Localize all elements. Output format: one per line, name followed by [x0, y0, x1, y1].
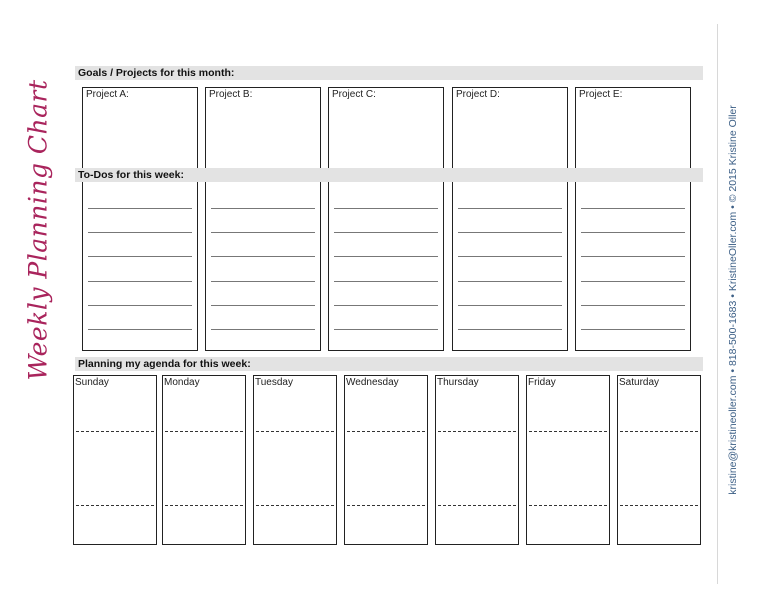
day-divider	[620, 505, 698, 506]
todo-line[interactable]	[581, 256, 685, 257]
todo-line[interactable]	[581, 281, 685, 282]
project-box	[452, 87, 568, 351]
project-label: Project E:	[579, 89, 623, 100]
goals-heading: Goals / Projects for this month:	[75, 66, 703, 80]
day-box	[253, 375, 337, 545]
sidebar-divider	[717, 24, 718, 584]
project-box	[575, 87, 691, 351]
day-box	[344, 375, 428, 545]
project-box	[82, 87, 198, 351]
day-label: Monday	[164, 377, 200, 388]
day-box	[73, 375, 157, 545]
day-divider	[347, 505, 425, 506]
day-box	[435, 375, 519, 545]
project-label: Project A:	[86, 89, 129, 100]
day-divider	[438, 505, 516, 506]
day-label: Friday	[528, 377, 556, 388]
day-divider	[347, 431, 425, 432]
day-box	[617, 375, 701, 545]
todo-line[interactable]	[334, 305, 438, 306]
chart-title: Weekly Planning Chart	[23, 79, 53, 381]
todo-line[interactable]	[458, 256, 562, 257]
day-label: Sunday	[75, 377, 109, 388]
todo-line[interactable]	[581, 208, 685, 209]
day-label: Saturday	[619, 377, 660, 388]
todo-line[interactable]	[211, 305, 315, 306]
todo-line[interactable]	[88, 232, 192, 233]
todo-line[interactable]	[88, 281, 192, 282]
todo-line[interactable]	[581, 305, 685, 306]
project-label: Project D:	[456, 89, 500, 100]
day-divider	[620, 431, 698, 432]
todo-line[interactable]	[334, 232, 438, 233]
day-divider	[256, 431, 334, 432]
todo-line[interactable]	[211, 256, 315, 257]
contact-footer: kristine@kristineoller.com • 818-500-1683 • KristineOller.com • © 2015 Kristine Oller	[727, 105, 739, 495]
project-label: Project C:	[332, 89, 376, 100]
project-label: Project B:	[209, 89, 253, 100]
day-divider	[529, 505, 607, 506]
todo-line[interactable]	[88, 329, 192, 330]
day-label: Wednesday	[346, 377, 399, 388]
todo-line[interactable]	[458, 281, 562, 282]
todo-line[interactable]	[88, 208, 192, 209]
todo-line[interactable]	[334, 281, 438, 282]
todos-heading: To-Dos for this week:	[75, 168, 703, 182]
day-label: Tuesday	[255, 377, 293, 388]
day-divider	[256, 505, 334, 506]
day-divider	[529, 431, 607, 432]
project-box	[205, 87, 321, 351]
day-label: Thursday	[437, 377, 479, 388]
todo-line[interactable]	[458, 232, 562, 233]
todo-line[interactable]	[211, 281, 315, 282]
day-divider	[165, 505, 243, 506]
todo-line[interactable]	[211, 329, 315, 330]
day-box	[162, 375, 246, 545]
todo-line[interactable]	[581, 232, 685, 233]
todo-line[interactable]	[458, 305, 562, 306]
todo-line[interactable]	[211, 232, 315, 233]
todo-line[interactable]	[581, 329, 685, 330]
day-box	[526, 375, 610, 545]
day-divider	[76, 431, 154, 432]
todo-line[interactable]	[458, 208, 562, 209]
todo-line[interactable]	[88, 305, 192, 306]
todo-line[interactable]	[334, 208, 438, 209]
project-box	[328, 87, 444, 351]
todo-line[interactable]	[88, 256, 192, 257]
day-divider	[165, 431, 243, 432]
day-divider	[76, 505, 154, 506]
todo-line[interactable]	[334, 329, 438, 330]
todo-line[interactable]	[334, 256, 438, 257]
todo-line[interactable]	[211, 208, 315, 209]
agenda-heading: Planning my agenda for this week:	[75, 357, 703, 371]
day-divider	[438, 431, 516, 432]
todo-line[interactable]	[458, 329, 562, 330]
